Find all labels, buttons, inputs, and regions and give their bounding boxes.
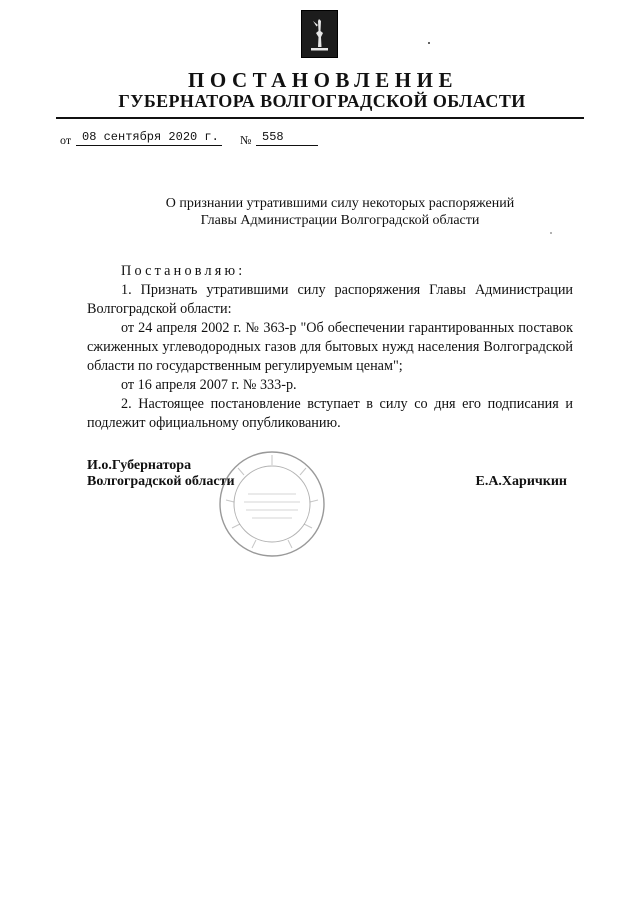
paragraph-3: от 16 апреля 2007 г. № 333-р. — [121, 377, 297, 393]
official-stamp-icon — [218, 450, 326, 558]
date-prefix: от — [60, 133, 72, 147]
document-title: ПОСТАНОВЛЕНИЕ — [188, 68, 458, 92]
document-body — [87, 262, 573, 433]
signatory-name: Е.А.Харичкин — [475, 474, 567, 489]
signatory-title-line-2: Волгоградской области — [87, 474, 235, 489]
paragraph-2: от 24 апреля 2002 г. № 363-р "Об обеспечении гарантированных поставок сжиженных углеводородных газов для бытовых нужд населения Волгоградской области по государственным регулируемым ценам"; — [87, 320, 573, 374]
document-subtitle: ГУБЕРНАТОРА ВОЛГОГРАДСКОЙ ОБЛАСТИ — [118, 91, 526, 111]
coat-of-arms-icon — [301, 10, 338, 58]
document-number: 558 — [256, 129, 318, 146]
number-prefix: № — [240, 133, 252, 147]
scan-speck — [550, 232, 552, 234]
signatory-title-line-1: И.о.Губернатора — [87, 458, 192, 473]
scan-speck — [428, 42, 430, 44]
resolution-intro: Постановляю: — [121, 263, 246, 279]
signatory-title — [87, 458, 235, 490]
document-subject — [80, 195, 600, 229]
paragraph-4: 2. Настоящее постановление вступает в силу со дня его подписания и подлежит официальному опубликованию. — [87, 396, 573, 431]
subject-line-2: Главы Администрации Волгоградской области — [200, 213, 480, 228]
paragraph-1: 1. Признать утратившими силу распоряжения Главы Администрации Волгоградской области: — [87, 282, 573, 317]
document-date: 08 сентября 2020 г. — [76, 129, 222, 146]
title-divider — [56, 117, 584, 119]
subject-line-1: О признании утратившими силу некоторых распоряжений — [165, 196, 515, 211]
